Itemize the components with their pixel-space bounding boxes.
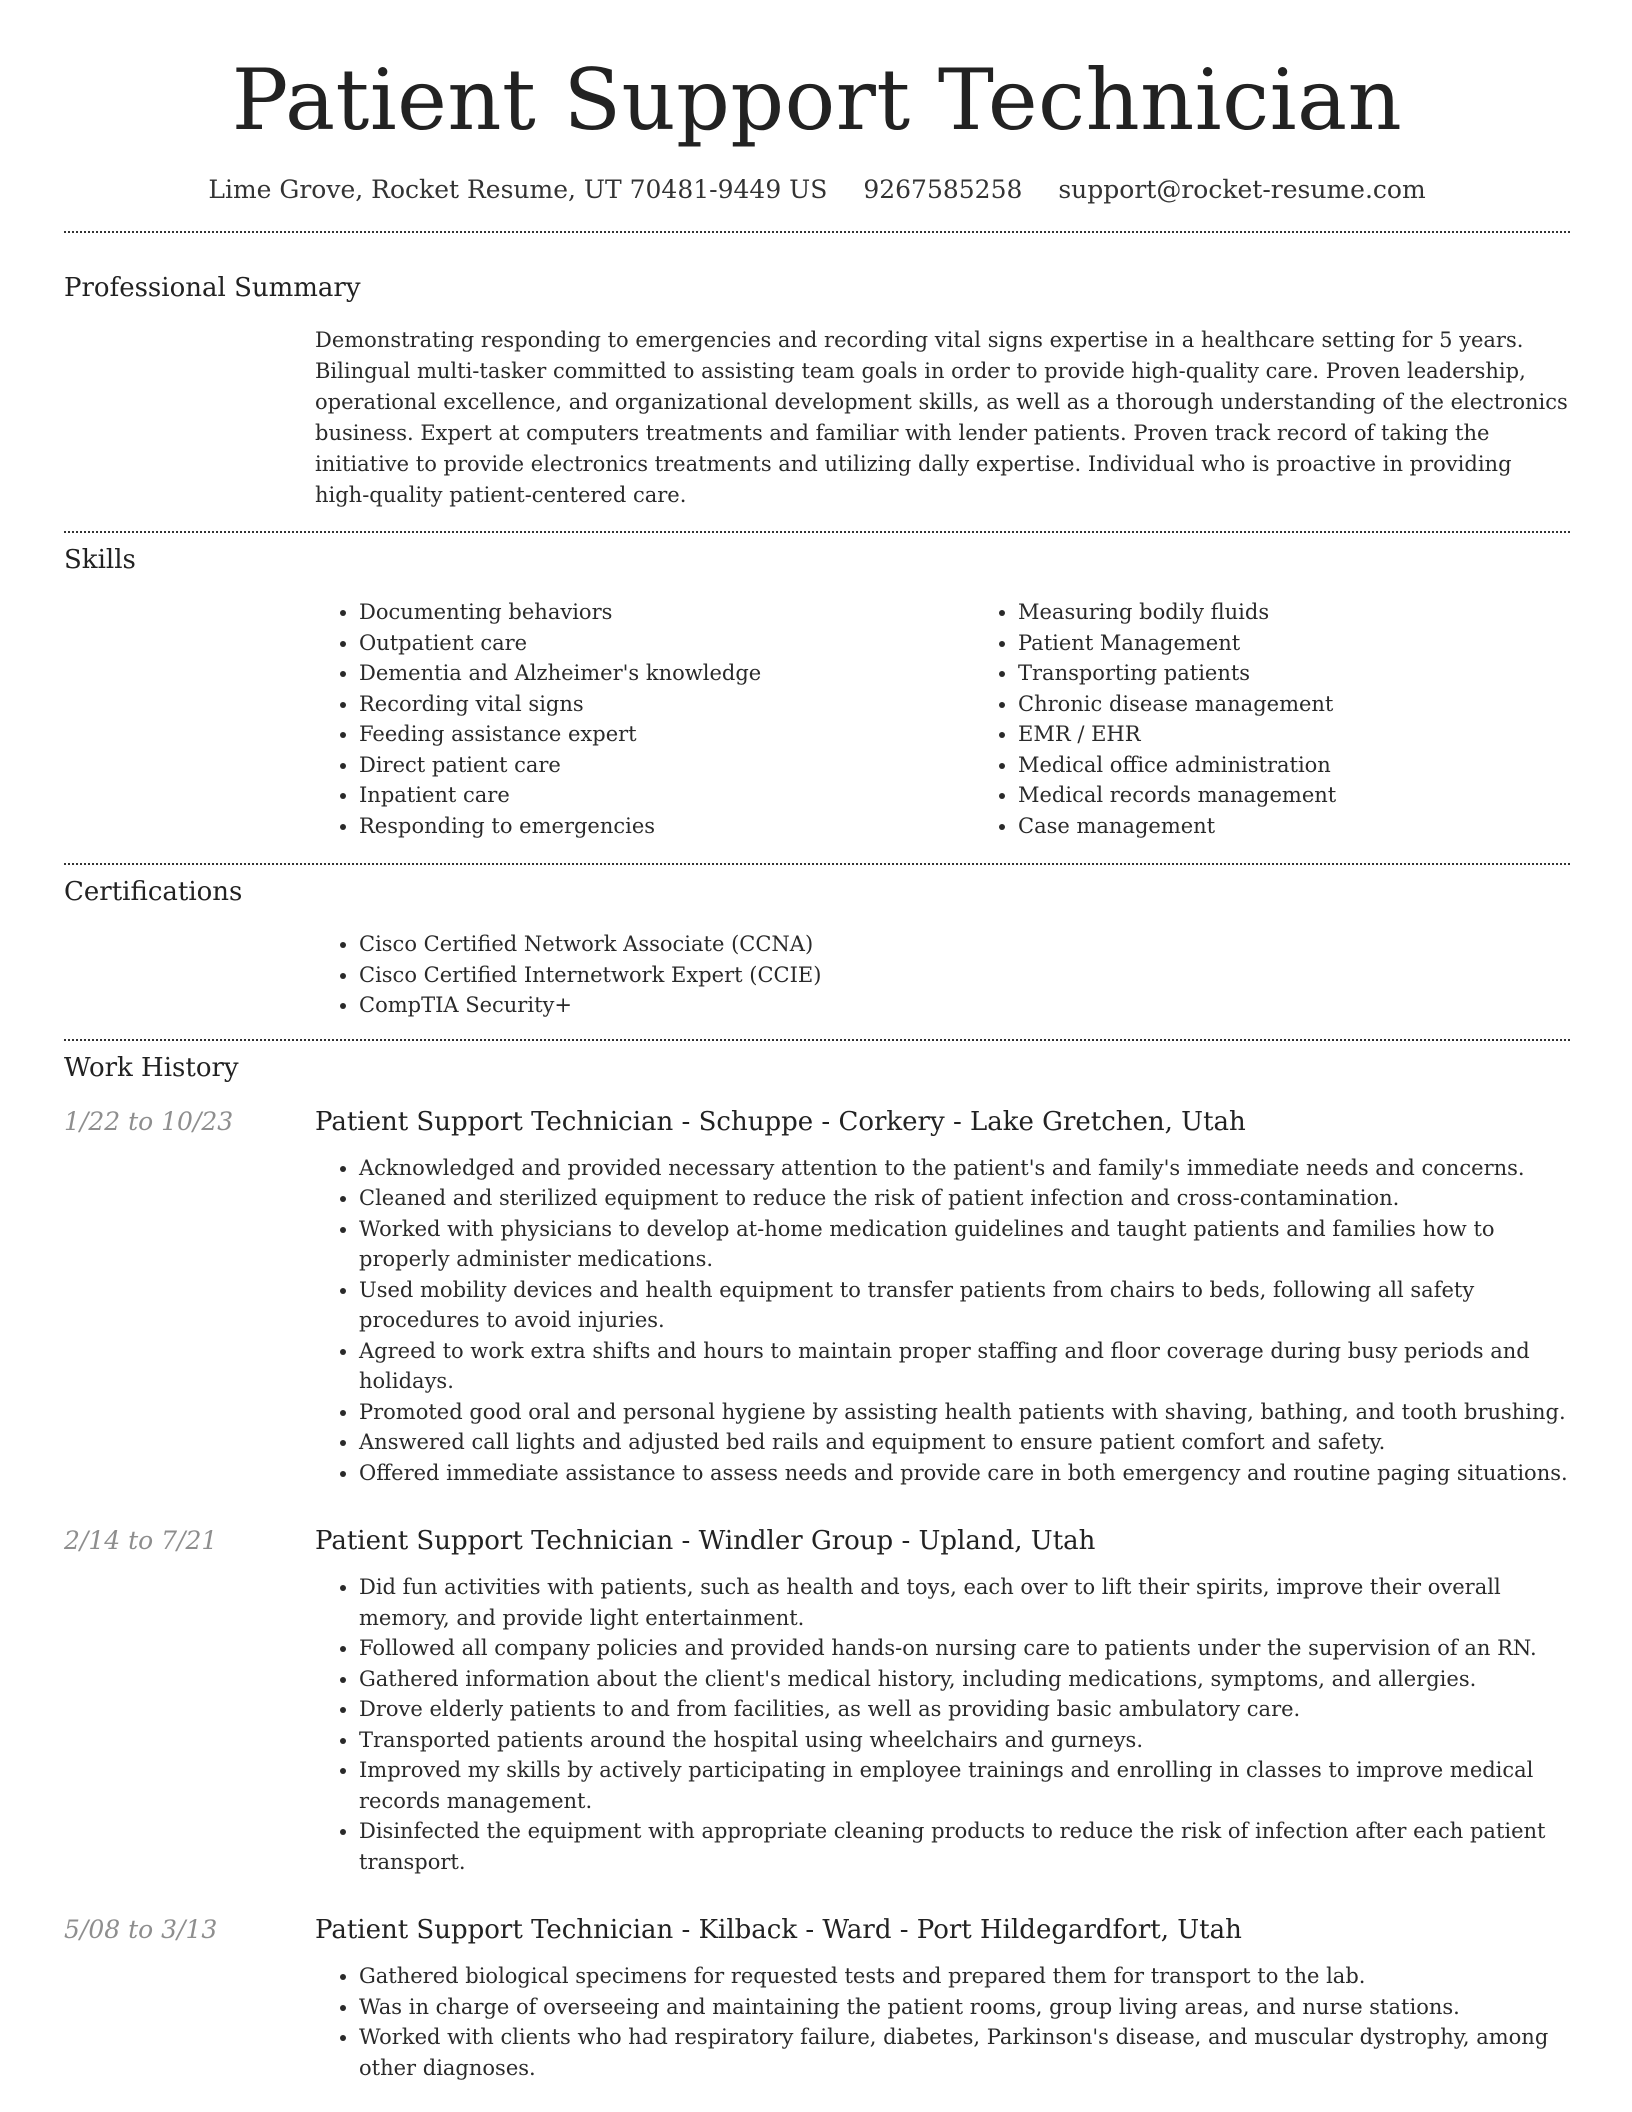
job-title: Patient Support Technician - Kilback - Ward - Port Hildegardfort, Utah — [315, 1915, 1242, 1945]
list-item: • Patient Management — [1018, 628, 1632, 659]
work-history-heading: Work History — [64, 1052, 239, 1083]
list-item: • Dementia and Alzheimer's knowledge — [359, 658, 974, 689]
candidate-name: Patient Support Technician — [231, 51, 1403, 149]
list-item: • Promoted good oral and personal hygiene by assisting health patients with shaving, bathing, and tooth brushing. — [359, 1397, 1570, 1428]
list-item: • Direct patient care — [359, 750, 974, 781]
list-item: • Cleaned and sterilized equipment to reduce the risk of patient infection and cross-contamination. — [359, 1183, 1570, 1214]
list-item: • Gathered information about the client's medical history, including medications, symptoms, and allergies. — [359, 1664, 1570, 1695]
list-item: • Medical records management — [1018, 780, 1632, 811]
contact-address: Lime Grove, Rocket Resume, UT 70481-9449 US — [208, 175, 828, 204]
list-item: • Answered call lights and adjusted bed rails and equipment to ensure patient comfort and safety. — [359, 1427, 1570, 1458]
summary-section — [64, 271, 1570, 511]
list-item: • Documenting behaviors — [359, 597, 974, 628]
job-dates: 2/14 to 7/21 — [64, 1526, 218, 1555]
certifications-heading: Certifications — [64, 877, 243, 907]
contact-email: support@rocket-resume.com — [1058, 175, 1426, 204]
job-title: Patient Support Technician - Windler Group - Upland, Utah — [315, 1526, 1096, 1556]
list-item: • Measuring bodily fluids — [1018, 597, 1632, 628]
list-item: • Feeding assistance expert — [359, 719, 974, 750]
list-item: • Gathered biological specimens for requested tests and prepared them for transport to the lab. — [359, 1961, 1570, 1992]
list-item: • Cisco Certified Network Associate (CCNA) — [359, 929, 1570, 960]
list-item: • Agreed to work extra shifts and hours to maintain proper staffing and floor coverage during busy periods and holidays. — [359, 1336, 1570, 1397]
list-item: • Did fun activities with patients, such as health and toys, each over to lift their spirits, improve their overall memory, and provide light entertainment. — [359, 1572, 1570, 1633]
skills-grid — [315, 597, 1570, 841]
job-dates: 1/22 to 10/23 — [64, 1106, 234, 1136]
section-divider — [64, 531, 1570, 533]
summary-heading: Professional Summary — [64, 273, 361, 303]
job-bullets — [315, 1572, 1570, 1877]
job-entry — [64, 1107, 1570, 1489]
list-item: • Responding to emergencies — [359, 811, 974, 842]
job-header — [64, 1107, 1570, 1137]
skills-list-right — [974, 597, 1632, 841]
resume-page — [64, 0, 1570, 2083]
list-item: • Acknowledged and provided necessary attention to the patient's and family's immediate needs and concerns. — [359, 1153, 1570, 1184]
list-item: • Used mobility devices and health equipment to transfer patients from chairs to beds, following all safety procedures to avoid injuries. — [359, 1275, 1570, 1336]
contact-phone: 9267585258 — [863, 175, 1023, 204]
list-item: • Medical office administration — [1018, 750, 1632, 781]
job-entry — [64, 1915, 1570, 2083]
section-divider — [64, 231, 1570, 233]
job-entry — [64, 1526, 1570, 1877]
certifications-list — [315, 929, 1570, 1021]
job-bullets — [315, 1153, 1570, 1489]
job-header — [64, 1915, 1570, 1945]
list-item: • EMR / EHR — [1018, 719, 1632, 750]
list-item: • Worked with clients who had respiratory failure, diabetes, Parkinson's disease, and muscular dystrophy, among other diagnoses. — [359, 2022, 1570, 2083]
job-dates: 5/08 to 3/13 — [64, 1915, 218, 1944]
resume-header — [64, 0, 1570, 206]
job-bullets — [315, 1961, 1570, 2083]
list-item: • Case management — [1018, 811, 1632, 842]
list-item: • Recording vital signs — [359, 689, 974, 720]
skills-section — [64, 543, 1570, 841]
summary-text: Demonstrating responding to emergencies and recording vital signs expertise in a healthcare setting for 5 years. Bilingual multi-tasker committed to assisting team goals in order to provide high-quality care. Proven leadership, operational excellence, and organizational development skills, as well as a thorough understanding of the electronics business. Expert at computers treatments and familiar with lender patients. Proven track record of taking the initiative to provide electronics treatments and utilizing dally expertise. Individual who is proactive in providing high-quality patient-centered care. — [315, 328, 1568, 507]
skills-heading: Skills — [64, 545, 136, 575]
work-history-section — [64, 1051, 1570, 2084]
job-header — [64, 1526, 1570, 1556]
list-item: • Followed all company policies and provided hands-on nursing care to patients under the supervision of an RN. — [359, 1633, 1570, 1664]
certifications-section — [64, 875, 1570, 1021]
list-item: • Transported patients around the hospital using wheelchairs and gurneys. — [359, 1725, 1570, 1756]
section-divider — [64, 863, 1570, 865]
skills-list-left — [315, 597, 974, 841]
list-item: • Was in charge of overseeing and maintaining the patient rooms, group living areas, and nurse stations. — [359, 1992, 1570, 2023]
list-item: • Disinfected the equipment with appropriate cleaning products to reduce the risk of infection after each patient transport. — [359, 1816, 1570, 1877]
list-item: • Outpatient care — [359, 628, 974, 659]
list-item: • Improved my skills by actively participating in employee trainings and enrolling in classes to improve medical records management. — [359, 1755, 1570, 1816]
list-item: • Drove elderly patients to and from facilities, as well as providing basic ambulatory care. — [359, 1694, 1570, 1725]
list-item: • Offered immediate assistance to assess needs and provide care in both emergency and routine paging situations. — [359, 1458, 1570, 1489]
list-item: • CompTIA Security+ — [359, 990, 1570, 1021]
list-item: • Inpatient care — [359, 780, 974, 811]
list-item: • Transporting patients — [1018, 658, 1632, 689]
section-divider — [64, 1039, 1570, 1041]
list-item: • Chronic disease management — [1018, 689, 1632, 720]
list-item: • Worked with physicians to develop at-home medication guidelines and taught patients and families how to properly administer medications. — [359, 1214, 1570, 1275]
list-item: • Cisco Certified Internetwork Expert (CCIE) — [359, 960, 1570, 991]
contact-line — [64, 174, 1570, 206]
job-title: Patient Support Technician - Schuppe - Corkery - Lake Gretchen, Utah — [315, 1106, 1246, 1137]
